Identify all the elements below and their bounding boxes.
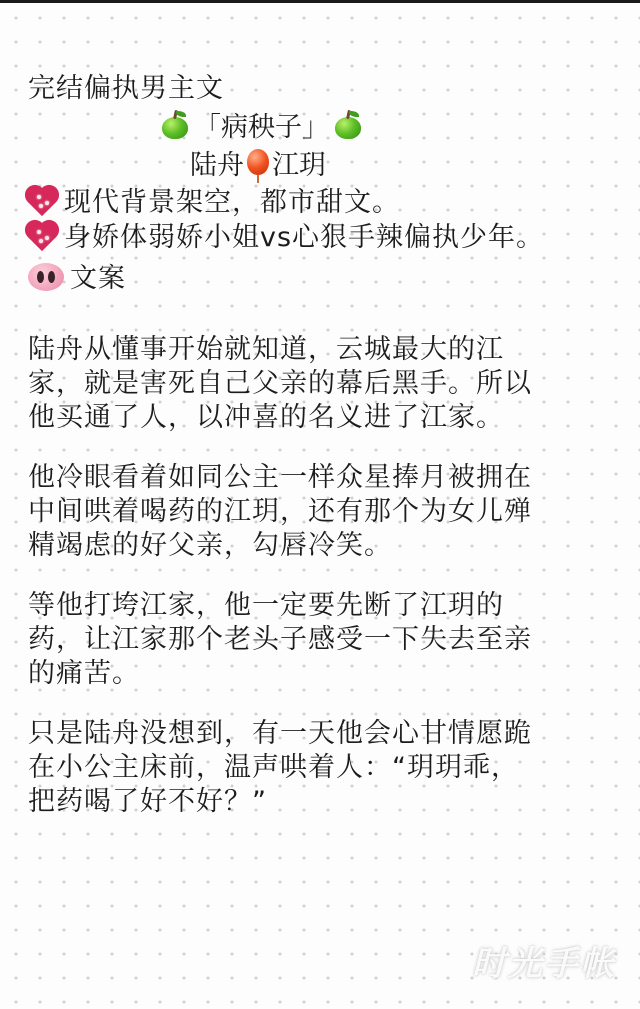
synopsis-heading bbox=[28, 261, 612, 296]
tag-setting-text: 现代背景架空，都市甜文。 bbox=[64, 187, 400, 218]
paragraph-line: 在小公主床前，温声哄着人：“玥玥乖， bbox=[28, 752, 519, 783]
pig-nose-icon bbox=[28, 263, 64, 291]
book-title: 「病秧子」 bbox=[194, 112, 329, 143]
paragraph-line: 陆舟从懂事开始就知道，云城最大的江 bbox=[28, 334, 504, 365]
paragraph-line: 他冷眼看着如同公主一样众星捧月被拥在 bbox=[28, 462, 532, 493]
tag-characters-text: 身娇体弱娇小姐vs心狠手辣偏执少年。 bbox=[64, 222, 545, 253]
couple-group bbox=[190, 147, 326, 185]
green-apple-icon bbox=[333, 110, 363, 140]
headline: 完结偏执男主文 bbox=[28, 73, 224, 104]
synopsis-paragraph-3 bbox=[28, 589, 612, 691]
title-group bbox=[156, 109, 367, 147]
paragraph-line: 中间哄着喝药的江玥，还有那个为女儿殚 bbox=[28, 496, 532, 527]
tag-line-setting bbox=[28, 185, 612, 220]
green-apple-icon bbox=[160, 110, 190, 140]
paragraph-line: 精竭虑的好父亲，勾唇冷笑。 bbox=[28, 530, 392, 561]
synopsis-paragraph-2 bbox=[28, 461, 612, 563]
synopsis-paragraph-1 bbox=[28, 333, 612, 435]
app-watermark: 时光手帐 bbox=[472, 944, 616, 984]
female-lead-name: 江玥 bbox=[272, 150, 326, 181]
balloon-icon bbox=[246, 147, 270, 183]
male-lead-name: 陆舟 bbox=[190, 150, 244, 181]
paragraph-line: 的痛苦。 bbox=[28, 658, 140, 689]
couple-row bbox=[28, 147, 612, 185]
sparkling-heart-icon bbox=[28, 186, 62, 216]
document-body bbox=[28, 69, 612, 817]
title-row bbox=[28, 109, 612, 147]
synopsis-paragraph-4 bbox=[28, 717, 612, 819]
paragraph-line: 等他打垮江家，他一定要先断了江玥的 bbox=[28, 590, 504, 621]
sparkling-heart-icon bbox=[28, 221, 62, 251]
tag-line-characters bbox=[28, 220, 612, 255]
paragraph-line: 药，让江家那个老头子感受一下失去至亲 bbox=[28, 624, 532, 655]
synopsis-label: 文案 bbox=[70, 263, 126, 294]
paragraph-line: 把药喝了好不好？” bbox=[28, 786, 267, 817]
paragraph-line: 只是陆舟没想到，有一天他会心甘情愿跪 bbox=[28, 718, 532, 749]
paragraph-line: 家，就是害死自己父亲的幕后黑手。所以 bbox=[28, 368, 532, 399]
paragraph-line: 他买通了人，以冲喜的名义进了江家。 bbox=[28, 402, 504, 433]
